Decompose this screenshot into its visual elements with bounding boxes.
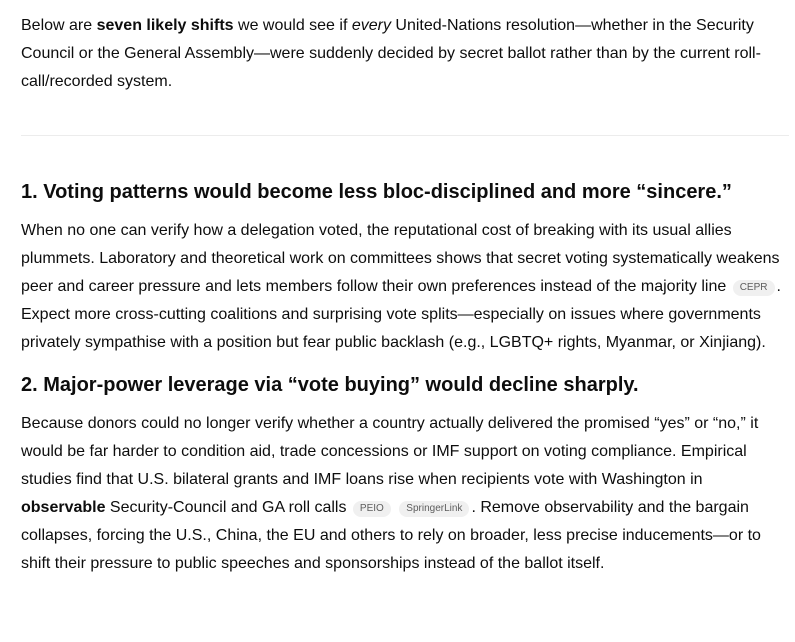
section-1-paragraph — [21, 217, 789, 357]
section-2-paragraph — [21, 410, 789, 578]
intro-text-3: United-Nations resolution—whether in the Security Council or the General Assembly—were suddenly decided by secret ballot rather than by the current roll-call/recorded system. — [21, 17, 761, 90]
citation-chip-springerlink[interactable]: SpringerLink — [399, 501, 469, 517]
response-document — [21, 0, 789, 578]
intro-text-1: Below are — [21, 17, 97, 34]
section-2-text-1: Because donors could no longer verify whether a country actually delivered the promised “yes” or “no,” it would be far harder to condition aid, trade concessions or IMF support on voting compliance. Empirical studies find that U.S. bilateral grants and IMF loans rise when recipients vote with Washington in — [21, 415, 759, 488]
section-2-text-2: Security-Council and GA roll calls — [105, 499, 347, 516]
intro-italic-word: every — [351, 17, 391, 34]
section-2-text-3: . Remove observability and the bargain collapses, forcing the U.S., China, the EU and others to rely on broader, less precise inducements—or to shift their pressure to public speeches and sponsorships instead of the ballot itself. — [21, 499, 761, 572]
intro-text-2: we would see if — [233, 17, 352, 34]
section-2-bold-word: observable — [21, 499, 106, 516]
citation-chip-cepr[interactable]: CEPR — [733, 280, 775, 296]
citation-chip-peio[interactable]: PEIO — [353, 501, 391, 517]
section-1-text-1: When no one can verify how a delegation voted, the reputational cost of breaking with its usual allies plummets. Laboratory and theoretical work on committees shows that secret voting systematically weakens peer and career pressure and lets members follow their own preferences instead of the majority line — [21, 222, 780, 295]
intro-bold-phrase: seven likely shifts — [96, 17, 234, 34]
intro-paragraph — [21, 0, 789, 96]
section-2-heading: 2. Major-power leverage via “vote buying” would decline sharply. — [21, 374, 639, 396]
section-1-heading: 1. Voting patterns would become less bloc-disciplined and more “sincere.” — [21, 181, 732, 203]
section-1-text-2: . Expect more cross-cutting coalitions and surprising vote splits—especially on issues where governments privately sympathise with a position but fear public backlash (e.g., LGBTQ+ rights, Myanmar, or Xinjiang). — [21, 278, 781, 351]
section-divider — [21, 135, 789, 136]
